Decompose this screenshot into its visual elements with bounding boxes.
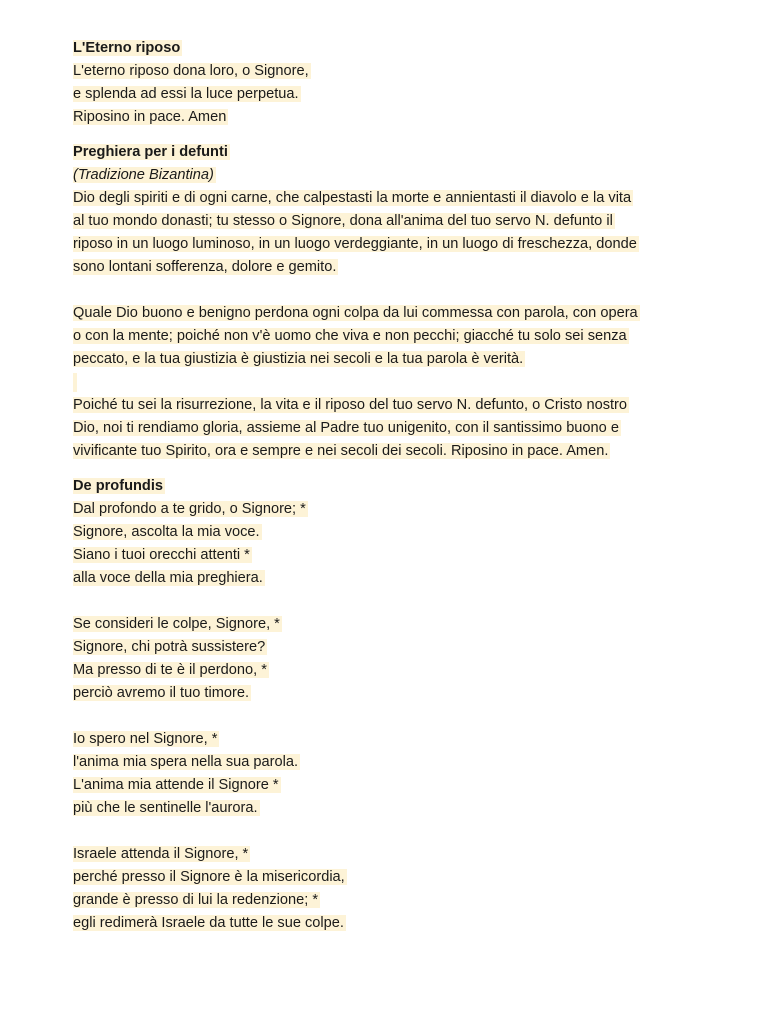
text-line: egli redimerà Israele da tutte le sue colpe. — [73, 915, 344, 931]
text-line: e splenda ad essi la luce perpetua. — [73, 86, 299, 102]
text-line: sono lontani sofferenza, dolore e gemito. — [73, 259, 337, 275]
text-line: alla voce della mia preghiera. — [73, 570, 263, 586]
text-line: Poiché tu sei la risurrezione, la vita e il riposo del tuo servo N. defunto, o Cristo nostro — [73, 397, 628, 413]
text-line: riposo in un luogo luminoso, in un luogo verdeggiante, in un luogo di freschezza, donde — [73, 236, 637, 252]
text-line: Israele attenda il Signore, * — [73, 846, 249, 862]
text-line: Signore, chi potrà sussistere? — [73, 639, 266, 655]
text-line: o con la mente; poiché non v'è uomo che viva e non pecchi; giacché tu solo sei senza — [73, 328, 627, 344]
section-de-profundis — [73, 475, 713, 935]
text-line: Io spero nel Signore, * — [73, 731, 218, 747]
text-line: perciò avremo il tuo timore. — [73, 685, 250, 701]
text-line: Dio, noi ti rendiamo gloria, assieme al Padre tuo unigenito, con il santissimo buono e — [73, 420, 619, 436]
text-line: l'anima mia spera nella sua parola. — [73, 754, 299, 770]
text-line: al tuo mondo donasti; tu stesso o Signore, dona all'anima del tuo servo N. defunto il — [73, 213, 613, 229]
text-line: Signore, ascolta la mia voce. — [73, 524, 260, 540]
text-line: Ma presso di te è il perdono, * — [73, 662, 267, 678]
text-line: L'eterno riposo dona loro, o Signore, — [73, 63, 309, 79]
text-line: vivificante tuo Spirito, ora e sempre e nei secoli dei secoli. Riposino in pace. Amen. — [73, 443, 609, 459]
document-page — [73, 37, 713, 935]
section-title: Preghiera per i defunti — [73, 144, 228, 160]
text-line: Siano i tuoi orecchi attenti * — [73, 547, 250, 563]
section-preghiera-defunti — [73, 141, 713, 463]
text-line: Riposino in pace. Amen — [73, 109, 227, 125]
section-subtitle: (Tradizione Bizantina) — [73, 167, 214, 183]
section-eterno-riposo — [73, 37, 713, 129]
text-line: peccato, e la tua giustizia è giustizia nei secoli e la tua parola è verità. — [73, 351, 524, 367]
text-line: grande è presso di lui la redenzione; * — [73, 892, 319, 908]
text-line: Dal profondo a te grido, o Signore; * — [73, 501, 306, 517]
text-line: perché presso il Signore è la misericordia, — [73, 869, 345, 885]
text-line: Quale Dio buono e benigno perdona ogni colpa da lui commessa con parola, con opera — [73, 305, 638, 321]
text-line: L'anima mia attende il Signore * — [73, 777, 279, 793]
text-line: Dio degli spiriti e di ogni carne, che calpestasti la morte e annientasti il diavolo e la vita — [73, 190, 632, 206]
text-line: Se consideri le colpe, Signore, * — [73, 616, 280, 632]
section-title: De profundis — [73, 478, 163, 494]
section-title: L'Eterno riposo — [73, 40, 181, 56]
highlight-bar — [73, 373, 77, 392]
text-line: più che le sentinelle l'aurora. — [73, 800, 258, 816]
